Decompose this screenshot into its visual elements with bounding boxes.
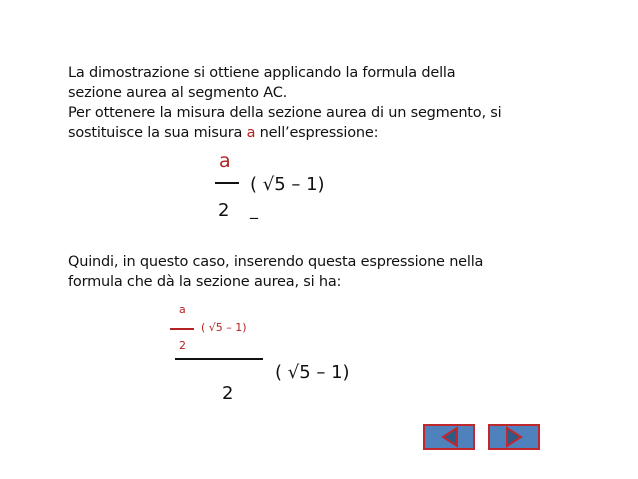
fraction-bar [215, 182, 239, 184]
outer-fraction-bar [175, 358, 263, 360]
formula1-denominator: 2 [218, 200, 230, 221]
intro-text: nell’espressione: [255, 125, 379, 141]
formula1-underscore: _ [250, 200, 258, 219]
inner-fraction-bar [170, 328, 194, 330]
formula2-outer-factor: ( √5 – 1) [275, 362, 350, 383]
formula2-inner-denominator: 2 [179, 339, 186, 352]
middle-line-1: Quindi, in questo caso, inserendo questa espressione nella [68, 254, 484, 270]
intro-line-1: La dimostrazione si ottiene applicando la formula della [68, 65, 456, 81]
prev-slide-button[interactable] [423, 424, 475, 450]
intro-text: sostituisce la sua misura [68, 125, 247, 141]
triangle-right-icon [490, 426, 538, 448]
formula2-outer-denominator: 2 [222, 383, 234, 404]
intro-line-2: sezione aurea al segmento AC. [68, 85, 288, 101]
intro-line-4 [68, 123, 378, 143]
formula1-factor: ( √5 – 1) [250, 174, 325, 195]
variable-a: a [246, 125, 256, 141]
middle-line-2: formula che dà la sezione aurea, si ha: [68, 274, 342, 290]
intro-line-3: Per ottenere la misura della sezione aurea di un segmento, si [68, 105, 502, 121]
triangle-left-icon [425, 426, 473, 448]
formula2-inner-factor: ( √5 – 1) [201, 321, 247, 334]
formula1-numerator: a [219, 150, 231, 172]
next-slide-button[interactable] [488, 424, 540, 450]
formula2-inner-numerator: a [179, 303, 186, 316]
